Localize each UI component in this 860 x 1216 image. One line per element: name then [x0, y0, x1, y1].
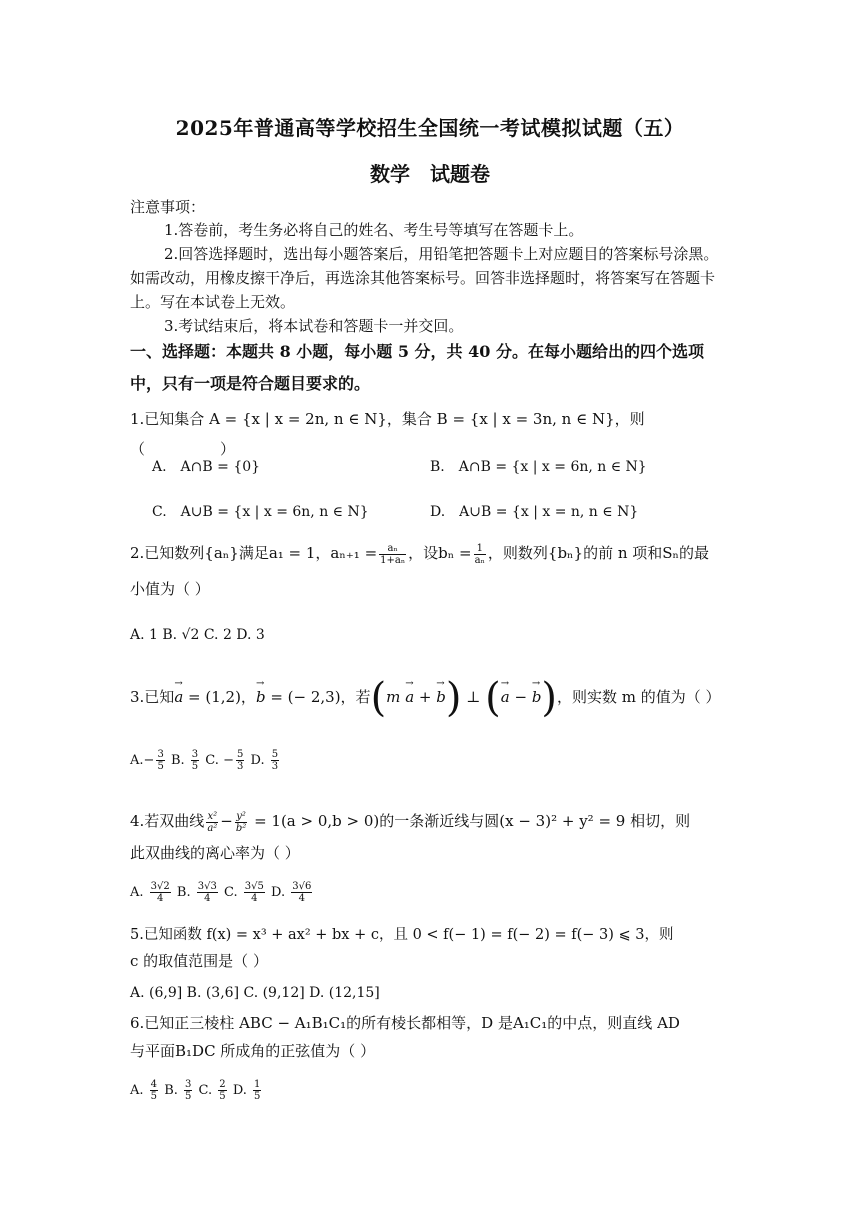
q4-opt-label: B.: [176, 885, 191, 900]
q3-opt-num: 3: [157, 749, 164, 760]
q2-text-a: 2.已知数列{aₙ}满足a₁ = 1，aₙ₊₁ =: [130, 544, 378, 562]
vector-b-symbol: → b: [436, 682, 446, 712]
q6-opt-num: 2: [219, 1079, 226, 1090]
q6-opt-num: 3: [185, 1079, 192, 1090]
notice-list: [130, 218, 730, 338]
q3-opt-fraction: [236, 749, 244, 772]
q4-frac-y: $\frac{\text{y²}}{\text{b²}}$: [235, 810, 247, 834]
subject-label: 数学: [370, 162, 410, 186]
q6-opt-label: C.: [198, 1083, 213, 1098]
question-4-stem: 4.若双曲线 $\frac{\text{x²}}{\text{a²}}$ − $\frac{\text{y²}}{\text{b²}}$ = 1(a > 0,b > 0)的一条渐近线与圆(x − 3)² + y² = 9 相切，则: [130, 810, 691, 834]
question-2-stem-line2: 小值为（ ）: [130, 580, 210, 598]
q3-post: ，则实数 m 的值为（ ）: [557, 688, 721, 706]
q4-opt-fraction: [291, 881, 312, 904]
question-1-option-c: C. A∪B = {x | x = 6n, n ∈ N}: [152, 504, 369, 520]
q3-opt-sign: −: [143, 753, 155, 768]
q4-opt-label: D.: [271, 885, 286, 900]
q4-opt-den: 4: [204, 893, 211, 904]
question-1-stem: 1.已知集合 A = {x | x = 2n, n ∈ N}，集合 B = {x | x = 3n, n ∈ N}，则（ ）: [130, 410, 645, 458]
q4-opt-num: 3√6: [292, 881, 312, 892]
q2-text-b: ，设bₙ =: [408, 544, 472, 562]
question-1-option-b: B. A∩B = {x | x = 6n, n ∈ N}: [430, 459, 647, 475]
question-5-options: A. (6,9] B. (3,6] C. (9,12] D. (12,15]: [130, 985, 380, 1001]
question-1-option-d: D. A∪B = {x | x = n, n ∈ N}: [430, 504, 639, 520]
q4-opt-fraction: [150, 881, 171, 904]
exam-subtitle: [0, 158, 860, 187]
q3-opt-num: 5: [236, 749, 244, 760]
q6-opt-label: B.: [164, 1083, 178, 1098]
question-1-option-a: A. A∩B = {0}: [152, 459, 261, 475]
q4-frac-x: $\frac{\text{x²}}{\text{a²}}$: [207, 810, 218, 834]
left-paren: (: [485, 675, 501, 721]
q4-opt-num: 3√5: [244, 881, 264, 892]
q4-opt-den: 4: [251, 893, 258, 904]
q3-opt-den: 5: [191, 761, 199, 772]
q6-opt-label: A.: [130, 1083, 144, 1098]
paper-label: 试题卷: [430, 162, 490, 186]
q4-rest: = 1(a > 0,b > 0)的一条渐近线与圆(x − 3)² + y² = 9 相切，则: [249, 812, 691, 830]
question-5-stem-line2: c 的取值范围是（ ）: [130, 952, 268, 970]
q2-frac1-den: 1+aₙ: [380, 554, 406, 566]
q6-opt-fraction: [150, 1079, 158, 1102]
q3-opt-num: 3: [191, 749, 199, 760]
q2-text-c: ，则数列{bₙ}的前 n 项和Sₙ的最: [487, 544, 710, 562]
q4-opt-den: 4: [157, 893, 164, 904]
q6-opt-den: 5: [254, 1091, 261, 1102]
q4-opt-num: 3√2: [150, 881, 170, 892]
notice-item: 3.考试结束后，将本试卷和答题卡一并交回。: [164, 317, 464, 335]
q3-opt-num: 5: [271, 749, 279, 760]
q4-opt-label: C.: [224, 885, 238, 900]
q4-opt-fraction: [197, 881, 218, 904]
q3-opt-den: 3: [271, 761, 279, 772]
q2-frac2-den: aₙ: [474, 554, 485, 566]
question-6-stem: 6.已知正三棱柱 ABC − A₁B₁C₁的所有棱长都相等，D 是A₁C₁的中点，则直线 AD: [130, 1014, 680, 1032]
question-2-stem: [130, 538, 735, 568]
q3-m: m: [386, 688, 401, 706]
q3-opt-fraction: [191, 749, 199, 772]
vector-b-symbol: → b: [532, 682, 542, 712]
q3-pre: 3.已知: [130, 688, 175, 706]
question-4-options: [130, 878, 735, 908]
q3-opt-sign: −: [223, 753, 234, 768]
notice-label: 注意事项：: [130, 198, 206, 216]
vector-a-symbol: → a: [405, 682, 414, 712]
q3-b-val: = (− 2,3)，若: [265, 688, 371, 706]
q4-opt-num: 3√3: [197, 881, 217, 892]
perp-symbol: ⊥: [466, 688, 481, 706]
q6-opt-fraction: [253, 1079, 261, 1102]
question-5-stem: 5.已知函数 f(x) = x³ + ax² + bx + c，且 0 < f(− 1) = f(− 2) = f(− 3) ⩽ 3，则: [130, 927, 674, 943]
vector-a-symbol: → a: [174, 682, 183, 712]
q3-opt-label: A.: [130, 753, 144, 768]
q4-pre: 4.若双曲线: [130, 812, 205, 830]
q2-frac1-num: aₙ: [379, 543, 406, 555]
right-paren: ): [445, 675, 462, 721]
q6-opt-fraction: [218, 1079, 226, 1102]
q6-opt-num: 4: [150, 1079, 158, 1090]
q4-opt-fraction: [244, 881, 265, 904]
q3-opt-label: D.: [250, 753, 265, 768]
question-2-options: A. 1 B. √2 C. 2 D. 3: [130, 627, 265, 643]
section-heading: 一、选择题：本题共 8 小题，每小题 5 分，共 40 分。在每小题给出的四个选项中，只有一项是符合题目要求的。: [130, 342, 704, 393]
q3-opt-den: 5: [157, 761, 164, 772]
q4-opt-label: A.: [130, 885, 144, 900]
q6-opt-num: 1: [254, 1079, 261, 1090]
question-3-options: [130, 746, 735, 776]
q3-opt-fraction: [271, 749, 279, 772]
q6-opt-label: D.: [232, 1083, 247, 1098]
q2-frac2-num: 1: [474, 543, 486, 555]
q3-opt-fraction: [156, 749, 164, 772]
left-paren: (: [370, 675, 387, 721]
vector-b-symbol: → b: [256, 682, 266, 712]
exam-title: 2025年普通高等学校招生全国统一考试模拟试题（五）: [175, 116, 685, 140]
q2-fraction-2: [474, 543, 486, 566]
q6-opt-den: 5: [185, 1091, 192, 1102]
notice-item: 2.回答选择题时，选出每小题答案后，用铅笔把答题卡上对应题目的答案标号涂黑。如需改动，用橡皮擦干净后，再选涂其他答案标号。回答非选择题时，将答案写在答题卡上。写在本试卷上无效。: [130, 245, 719, 311]
right-paren: ): [541, 675, 558, 721]
question-6-stem-line2: 与平面B₁DC 所成角的正弦值为（ ）: [130, 1042, 376, 1060]
vector-a-symbol: → a: [501, 682, 510, 712]
q6-opt-den: 5: [150, 1091, 158, 1102]
q6-opt-den: 5: [219, 1091, 226, 1102]
notice-item: 1.答卷前，考生务必将自己的姓名、考生号等填写在答题卡上。: [164, 221, 584, 239]
question-3-stem: 3.已知→ a = (1,2)，→ b = (− 2,3)，若(m → a + → b) ⊥ (→ a − → b)，则实数 m 的值为（ ）: [130, 682, 735, 713]
q3-opt-den: 3: [236, 761, 244, 772]
q3-opt-label: C.: [205, 753, 219, 768]
q4-opt-den: 4: [298, 893, 305, 904]
q6-opt-fraction: [184, 1079, 192, 1102]
question-6-options: [130, 1076, 735, 1106]
question-4-stem-line2: 此双曲线的离心率为（ ）: [130, 844, 300, 862]
q2-fraction-1: [379, 543, 406, 566]
q3-opt-label: B.: [170, 753, 185, 768]
q3-a-val: = (1,2)，: [183, 688, 256, 706]
